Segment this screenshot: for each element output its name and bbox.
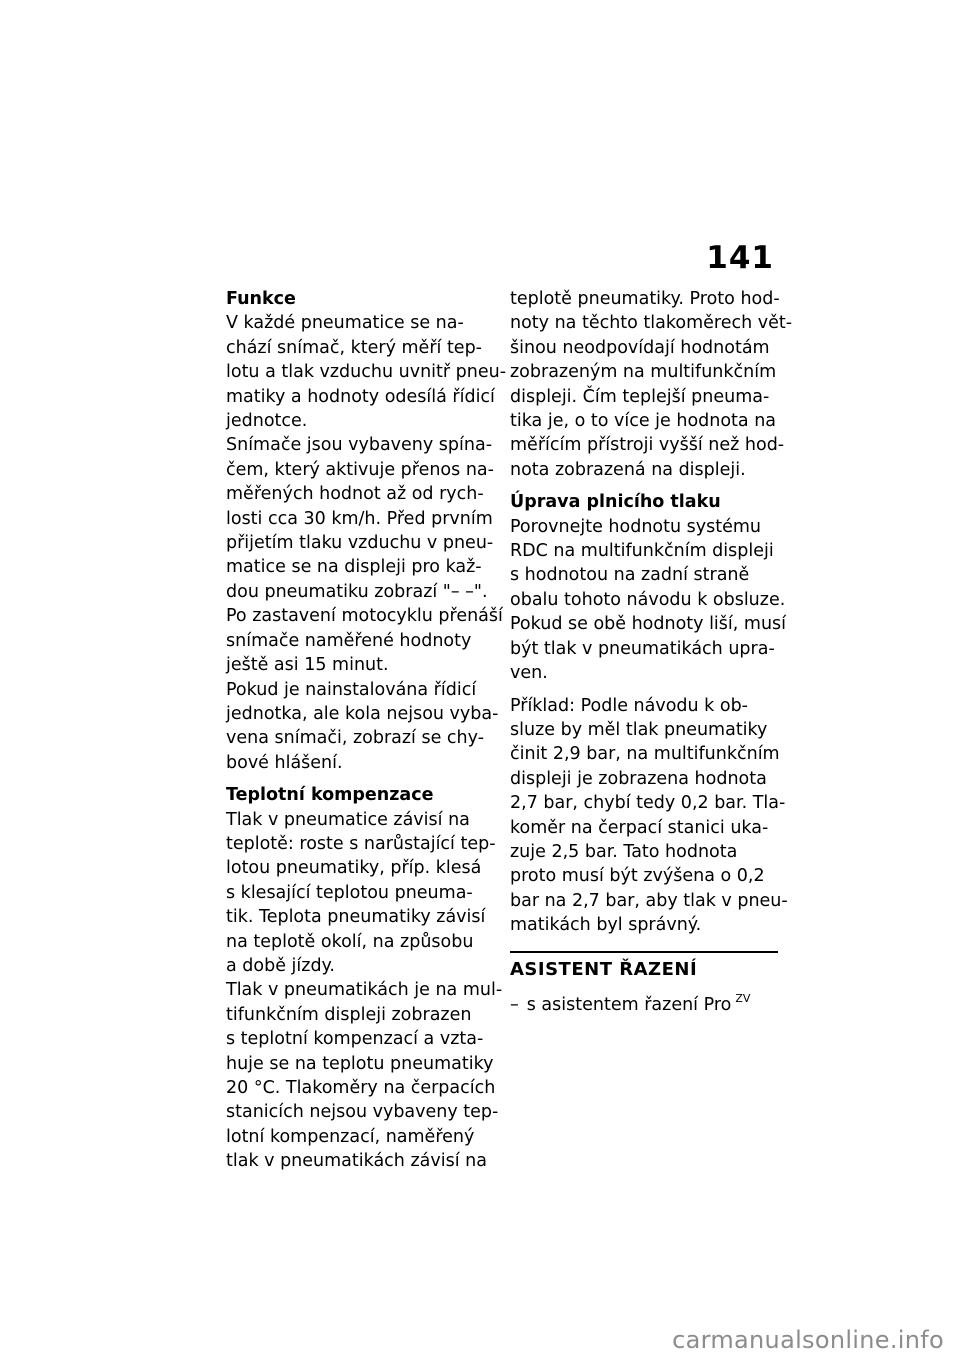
text-line: bar na 2,7 bar, aby tlak v pneu- (510, 890, 788, 911)
text-line: lotou pneumatiky, příp. klesá (226, 858, 482, 879)
superscript-zv: ZV (735, 991, 751, 1005)
text-line: huje se na teplotu pneumatiky (226, 1053, 494, 1074)
text-line: RDC na multifunkčním displeji (510, 541, 774, 562)
section-title-asistent-razeni: ASISTENT ŘAZENÍ (510, 958, 698, 980)
text-line: nota zobrazená na displeji. (510, 459, 746, 480)
text-line: a době jízdy. (226, 955, 335, 976)
text-line: s klesající teplotou pneuma- (226, 882, 473, 903)
text-line: vena snímači, zobrazí se chy- (226, 728, 485, 749)
text-line: matice se na displeji pro kaž- (226, 557, 482, 578)
list-item (510, 987, 780, 1017)
list-item-text: s asistentem řazení Pro (526, 994, 732, 1015)
text-line: sluze by měl tlak pneumatiky (510, 719, 768, 740)
text-line: Po zastavení motocyklu přenáší (226, 606, 503, 627)
text-line: bové hlášení. (226, 752, 343, 773)
text-line: měřícím přístroji vyšší než hod- (510, 435, 785, 456)
text-line: Tlak v pneumatice závisí na (226, 809, 470, 830)
text-line: lotu a tlak vzduchu uvnitř pneu- (226, 362, 507, 383)
text-line: matikách byl správný. (510, 915, 702, 936)
text-line: šinou neodpovídají hodnotám (510, 337, 770, 358)
text-line: V každé pneumatice se na- (226, 313, 464, 334)
text-line: dou pneumatiku zobrazí "– –". (226, 581, 488, 602)
text-line: být tlak v pneumatikách upra- (510, 638, 775, 659)
text-line: jednotce. (226, 411, 308, 432)
text-line: Snímače jsou vybaveny spína- (226, 435, 493, 456)
continuation-paragraph (510, 287, 793, 482)
text-line: Pokud je nainstalována řídicí (226, 679, 477, 700)
text-line: činit 2,9 bar, na multifunkčním (510, 744, 780, 765)
text-line: ještě asi 15 minut. (226, 655, 389, 676)
text-line: teplotě pneumatiky. Proto hod- (510, 289, 780, 309)
text-line: stanicích nejsou vybaveny tep- (226, 1102, 499, 1123)
section-heading-uprava: Úprava plnicího tlaku (510, 492, 721, 513)
text-line: 2,7 bar, chybí tedy 0,2 bar. Tla- (510, 793, 786, 814)
text-line: přijetím tlaku vzduchu v pneu- (226, 533, 494, 554)
text-line: displeji. Čím teplejší pneuma- (510, 386, 770, 407)
teplotni-kompenzace-paragraph (226, 808, 503, 1174)
text-line: noty na těchto tlakoměrech vět- (510, 313, 793, 334)
text-line: jednotka, ale kola nejsou vyba- (226, 703, 499, 724)
right-column (510, 287, 793, 1017)
text-line: koměr na čerpací stanici uka- (510, 817, 769, 838)
text-line: měřených hodnot až od rych- (226, 484, 484, 505)
text-line: losti cca 30 km/h. Před prvním (226, 508, 493, 529)
text-line: Příklad: Podle návodu k ob- (510, 695, 748, 716)
text-line: na teplotě okolí, na způsobu (226, 931, 474, 952)
section-heading-teplotni-kompenzace: Teplotní kompenzace (226, 785, 434, 806)
text-line: teplotě: roste s narůstající tep- (226, 833, 496, 854)
left-column (226, 287, 507, 1174)
text-line: obalu tohoto návodu k obsluze. (510, 589, 786, 610)
text-line: matiky a hodnoty odesílá řídicí (226, 386, 495, 407)
section-divider (510, 951, 778, 953)
watermark: carmanualsonline.info (672, 1326, 944, 1354)
text-line: s teplotní kompenzací a vzta- (226, 1029, 484, 1050)
text-line: snímače naměřené hodnoty (226, 630, 472, 651)
text-line: tika je, o to více je hodnota na (510, 411, 777, 432)
funkce-paragraph (226, 311, 507, 775)
text-line: zuje 2,5 bar. Tato hodnota (510, 841, 738, 862)
text-line: tik. Teplota pneumatiky závisí (226, 907, 486, 928)
priklad-paragraph (510, 694, 788, 938)
text-line: Porovnejte hodnotu systému (510, 516, 761, 537)
list-dash: – (510, 994, 519, 1015)
text-line: s hodnotou na zadní straně (510, 565, 750, 586)
text-line: čem, který aktivuje přenos na- (226, 459, 494, 480)
text-line: lotní kompenzací, naměřený (226, 1126, 475, 1147)
text-line: displeji je zobrazena hodnota (510, 768, 767, 789)
text-line: chází snímač, který měří tep- (226, 337, 482, 358)
text-line: tlak v pneumatikách závisí na (226, 1151, 487, 1172)
text-line: Tlak v pneumatikách je na mul- (226, 980, 503, 1001)
text-line: proto musí být zvýšena o 0,2 (510, 866, 765, 887)
text-line: ven. (510, 663, 548, 684)
text-line: tifunkčním displeji zobrazen (226, 1004, 472, 1025)
text-line: 20 °C. Tlakoměry na čerpacích (226, 1078, 496, 1098)
page-number: 141 (706, 240, 774, 276)
section-heading-funkce: Funkce (226, 289, 296, 309)
text-line: Pokud se obě hodnoty liší, musí (510, 614, 787, 635)
uprava-paragraph (510, 515, 787, 686)
text-line: zobrazeným na multifunkčním (510, 362, 777, 383)
